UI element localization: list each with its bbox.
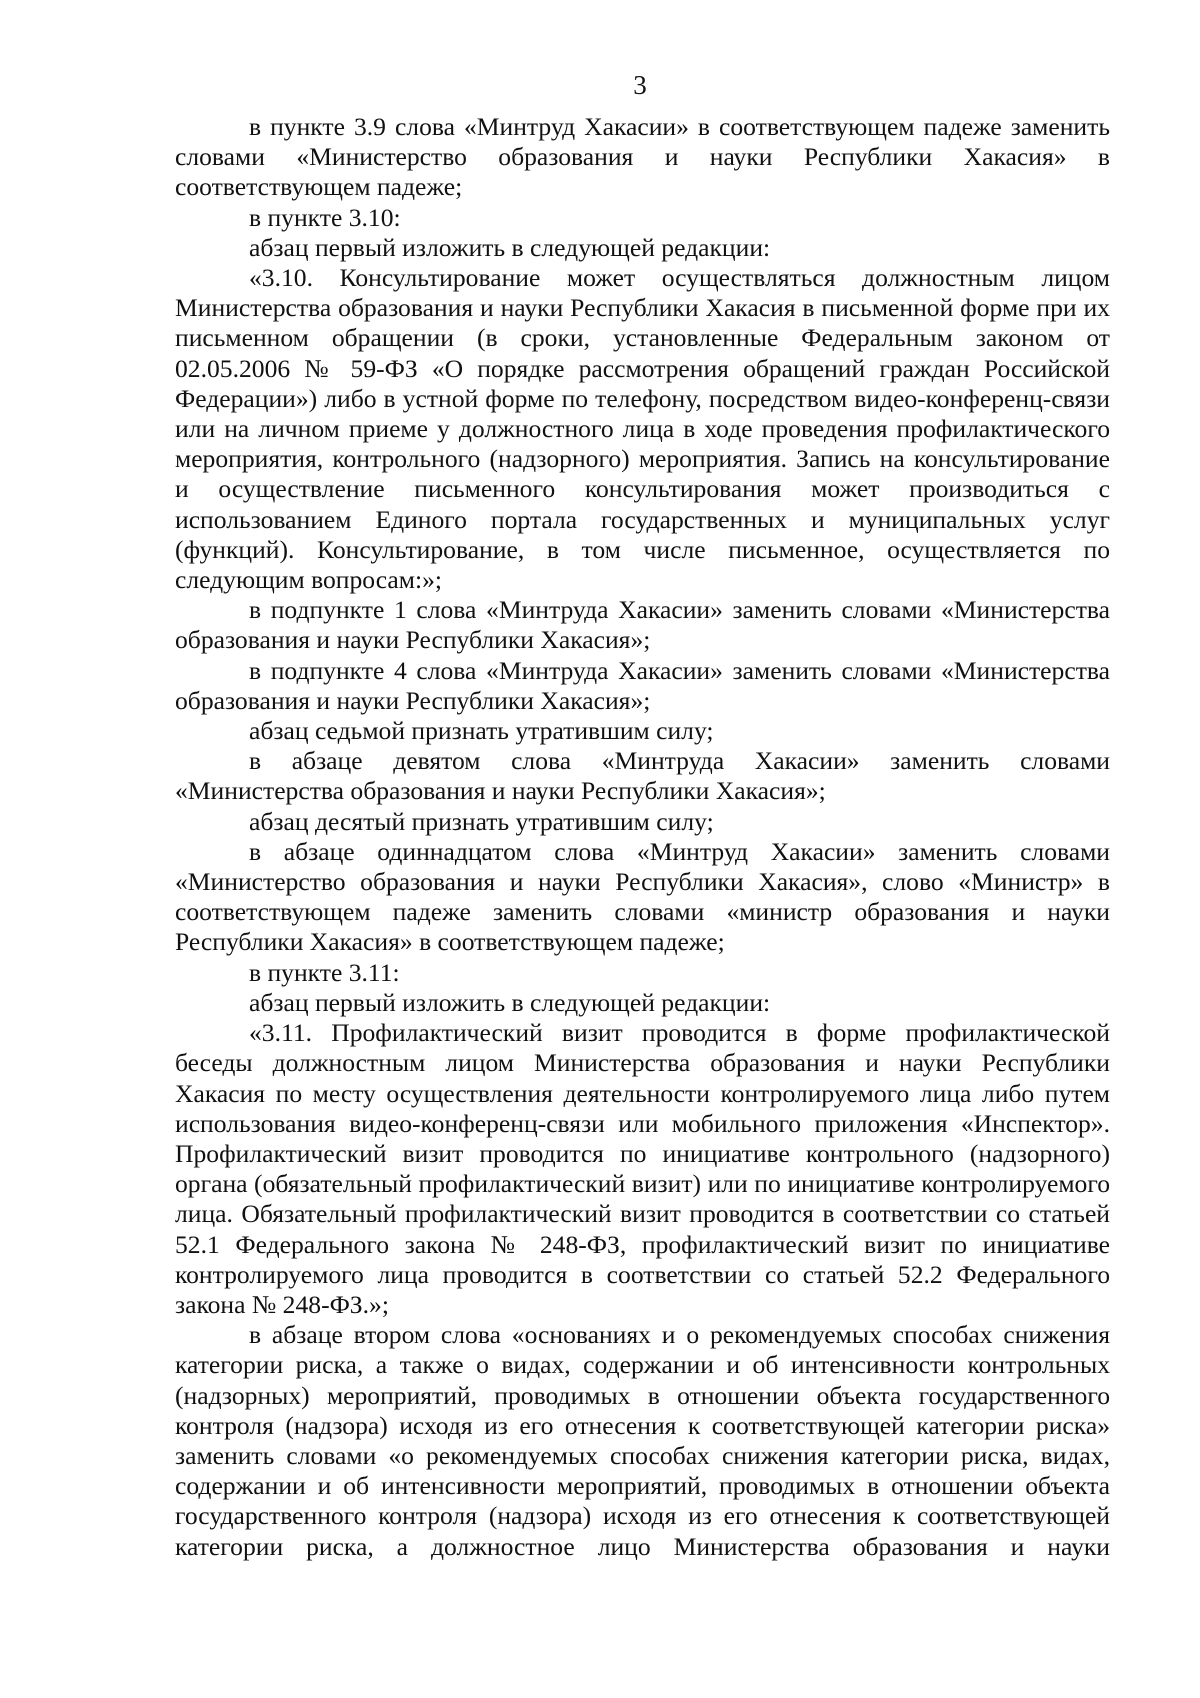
paragraph: «3.11. Профилактический визит проводится в форме профилактической беседы должностным лицом Министерства образования и науки Республики Хакасия по месту осуществления деятельности контролируемого лица либо путем использования видео-конференц-связи или мобильного приложения «Инспектор». Профилактический визит проводится по инициативе контрольного (надзорного) органа (обязательный профилактический визит) или по инициативе контролируемого лица. Обязательный профилактический визит проводится в соответствии со статьей 52.1 Федерального закона № 248-ФЗ, профилактический визит по инициативе контролируемого лица проводится в соответствии со статьей 52.2 Федерального закона № 248-ФЗ.»;	[175, 1018, 1110, 1319]
paragraph: абзац первый изложить в следующей редакции:	[249, 987, 771, 1017]
paragraph: в подпункте 4 слова «Минтруда Хакасии» заменить словами «Министерства образования и науки Республики Хакасия»;	[175, 655, 1110, 715]
paragraph: абзац седьмой признать утратившим силу;	[249, 716, 714, 746]
document-body	[175, 112, 1110, 1562]
paragraph: в абзаце втором слова «основаниях и о рекомендуемых способах снижения категории риска, а также о видах, содержании и об интенсивности контрольных (надзорных) мероприятий, проводимых в отношении объекта государственного контроля (надзора) исходя из его отнесения к соответствующей категории риска» заменить словами «о рекомендуемых способах снижения категории риска, видах, содержании и об интенсивности мероприятий, проводимых в отношении объекта государственного контроля (надзора) исходя из его отнесения к соответствующей категории риска, а должностное лицо Министерства образования и науки	[175, 1320, 1110, 1561]
paragraph: в абзаце девятом слова «Минтруда Хакасии» заменить словами «Министерства образования и науки Республики Хакасия»;	[175, 746, 1110, 806]
page-number: 3	[633, 70, 647, 100]
paragraph: абзац первый изложить в следующей редакции:	[249, 232, 771, 262]
paragraph: в абзаце одиннадцатом слова «Минтруд Хакасии» заменить словами «Министерство образования и науки Республики Хакасия», слово «Министр» в соответствующем падеже заменить словами «министр образования и науки Республики Хакасия» в соответствующем падеже;	[175, 836, 1110, 957]
paragraph: в подпункте 1 слова «Минтруда Хакасии» заменить словами «Министерства образования и науки Республики Хакасия»;	[175, 595, 1110, 655]
paragraph: в пункте 3.10:	[249, 202, 401, 232]
paragraph: «3.10. Консультирование может осуществляться должностным лицом Министерства образования и науки Республики Хакасия в письменной форме при их письменном обращении (в сроки, установленные Федеральным законом от 02.05.2006 № 59-ФЗ «О порядке рассмотрения обращений граждан Российской Федерации») либо в устной форме по телефону, посредством видео-конференц-связи или на личном приеме у должностного лица в ходе проведения профилактического мероприятия, контрольного (надзорного) мероприятия. Запись на консультирование и осуществление письменного консультирования может производиться с использованием Единого портала государственных и муниципальных услуг (функций). Консультирование, в том числе письменное, осуществляется по следующим вопросам:»;	[175, 263, 1110, 595]
paragraph: в пункте 3.11:	[249, 957, 400, 987]
paragraph: абзац десятый признать утратившим силу;	[249, 806, 714, 836]
paragraph: в пункте 3.9 слова «Минтруд Хакасии» в соответствующем падеже заменить словами «Министерство образования и науки Республики Хакасия» в соответствующем падеже;	[175, 112, 1110, 202]
